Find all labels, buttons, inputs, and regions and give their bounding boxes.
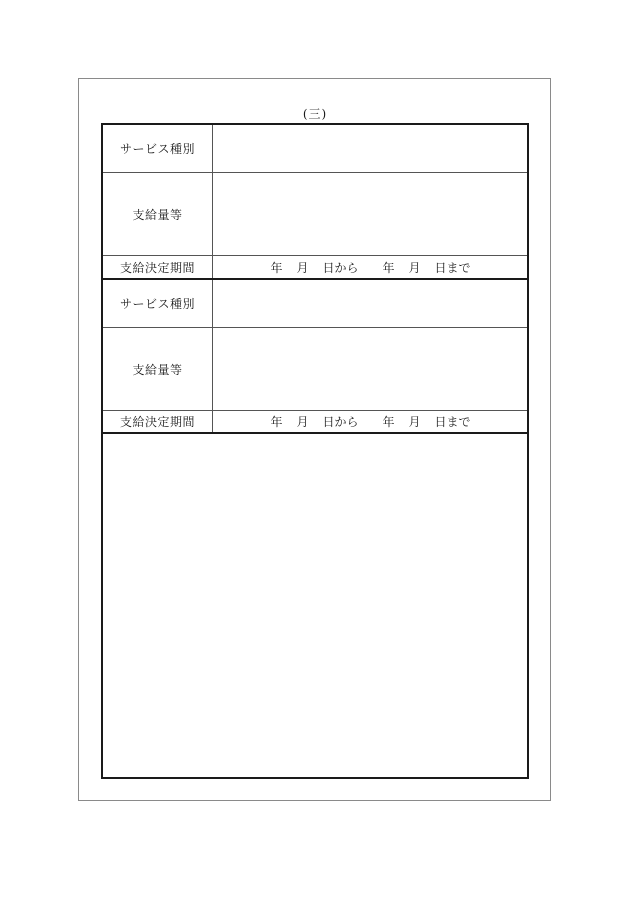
start-month: 月: [296, 415, 309, 429]
start-year: 年: [270, 260, 283, 275]
notes-area[interactable]: [103, 434, 527, 777]
start-day: 日から: [322, 260, 359, 275]
service-type-label: サービス種別: [103, 280, 213, 327]
end-year: 年: [382, 415, 395, 429]
end-month: 月: [408, 260, 421, 275]
amount-row: [103, 328, 527, 411]
period-row: [103, 411, 527, 432]
decision-block-1: [103, 125, 527, 280]
start-year: 年: [270, 415, 283, 429]
end-day: 日まで: [434, 415, 471, 429]
end-year: 年: [382, 260, 395, 275]
period-field[interactable]: [214, 411, 527, 432]
service-type-row: [103, 280, 527, 328]
start-month: 月: [296, 260, 309, 275]
end-day: 日まで: [434, 260, 471, 275]
period-text: [214, 256, 527, 278]
page-number: (三): [302, 107, 328, 121]
service-type-label: サービス種別: [103, 125, 213, 172]
start-day: 日から: [322, 415, 359, 429]
decision-block-2: [103, 280, 527, 434]
decision-form-table: [101, 123, 529, 779]
service-type-row: [103, 125, 527, 173]
period-field[interactable]: [214, 256, 527, 278]
period-label: 支給決定期間: [103, 411, 213, 432]
end-month: 月: [408, 415, 421, 429]
service-type-field[interactable]: [214, 280, 527, 327]
period-label: 支給決定期間: [103, 256, 213, 278]
amount-label: 支給量等: [103, 328, 213, 410]
amount-row: [103, 173, 527, 256]
period-text: [214, 411, 527, 432]
period-row: [103, 256, 527, 278]
service-type-field[interactable]: [214, 125, 527, 172]
amount-field[interactable]: [214, 328, 527, 410]
amount-field[interactable]: [214, 173, 527, 255]
amount-label: 支給量等: [103, 173, 213, 255]
